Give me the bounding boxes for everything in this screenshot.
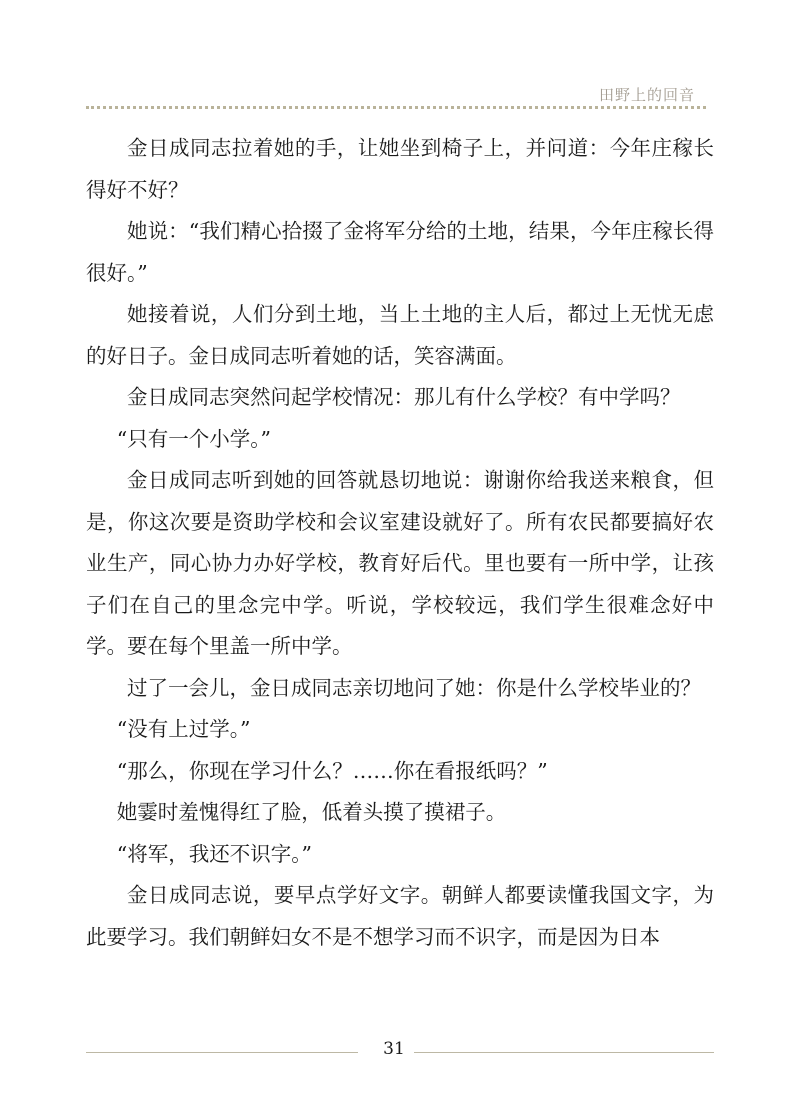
paragraph: 金日成同志突然问起学校情况：那儿有什么学校？有中学吗？ [127,385,681,409]
running-head-title: 田野上的回音 [598,86,695,104]
paragraph: “那么，你现在学习什么？……你在看报纸吗？” [116,758,548,783]
paragraph: 金日成同志说，要早点学好文字。朝鲜人都要读懂我国文字，为此要学习。我们朝鲜妇女不是不想学习而不识字，而是因为日本 [86,883,714,949]
paragraph: 她说：“我们精心拾掇了金将军分给的土地，结果，今年庄稼长得很好。” [86,219,714,285]
paragraph: 她接着说，人们分到土地，当上土地的主人后，都过上无忧无虑的好日子。金日成同志听着她的话，笑容满面。 [86,302,714,368]
header-dotted-rule [86,106,706,109]
paragraph: “将军，我还不识字。” [116,841,312,866]
footer-rule-right [414,1052,714,1053]
paragraph: 她霎时羞愧得红了脸，低着头摸了摸裙子。 [116,800,507,824]
paragraph: 金日成同志拉着她的手，让她坐到椅子上，并问道：今年庄稼长得好不好？ [86,136,714,202]
paragraph: 过了一会儿，金日成同志亲切地问了她：你是什么学校毕业的？ [127,675,701,700]
footer-rule-left [86,1052,358,1053]
body-text [86,128,714,958]
page-footer [86,1037,714,1061]
page-number: 31 [383,1039,405,1059]
paragraph: “没有上过学。” [116,717,251,741]
paragraph: “只有一个小学。” [116,426,271,451]
paragraph: 金日成同志听到她的回答就恳切地说：谢谢你给我送来粮食，但是，你这次要是资助学校和会议室建设就好了。所有农民都要搞好农业生产，同心协力办好学校，教育好后代。里也要有一所中学，让孩子们在自己的里念完中学。听说，学校较远，我们学生很难念好中学。要在每个里盖一所中学。 [86,468,714,658]
